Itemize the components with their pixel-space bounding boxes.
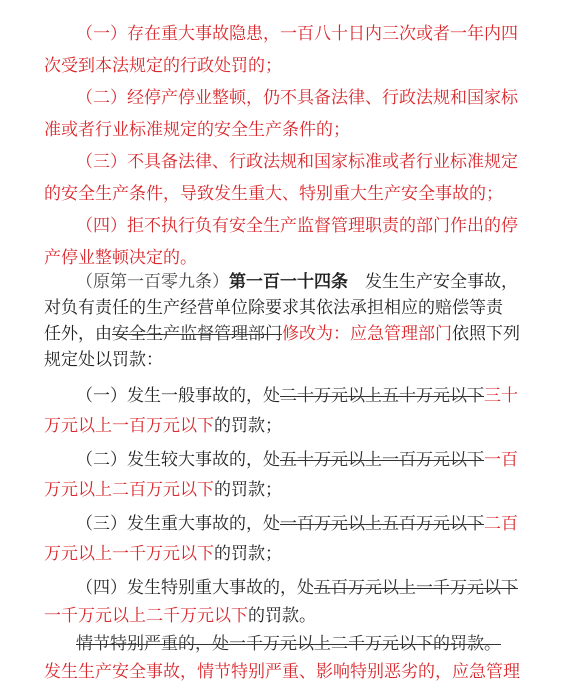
fine-2-line-1	[76, 448, 556, 472]
fine-2-new-start: 一百	[484, 450, 518, 470]
fine-1-tail: 的罚款；	[214, 416, 282, 436]
fine-4-new-amount: 一千万元以上二千万元以下	[44, 606, 248, 626]
fine-2-tail: 的罚款；	[214, 480, 282, 500]
fine-1-line-1	[76, 384, 556, 408]
fine-4-struck: 五百万元以上一千万元以下	[314, 578, 518, 598]
fine-4-line-1	[76, 576, 556, 600]
fine-3-line-1	[76, 512, 556, 536]
fine-2-lead: （二）发生较大事故的，处	[76, 450, 280, 470]
fine-3-lead: （三）发生重大事故的，处	[76, 514, 280, 534]
fine-2-line-2	[44, 478, 554, 502]
item-3-line-1: （三）不具备法律、行政法规和国家标准或者行业标准规定	[76, 152, 518, 172]
fine-1-line-2	[44, 414, 554, 438]
fine-1-new-start: 三十	[484, 386, 518, 406]
closing-struck-line	[76, 632, 556, 656]
article-line-4: 规定处以罚款：	[44, 350, 163, 370]
article-line-3	[44, 322, 554, 346]
item-4-line-1: （四）拒不执行负有安全生产监督管理职责的部门作出的停	[76, 216, 518, 236]
fine-3-tail: 的罚款；	[214, 544, 282, 564]
item-3-line-2: 的安全生产条件，导致发生重大、特别重大生产安全事故的；	[44, 184, 503, 204]
amendment-note: 修改为：应急管理部门	[282, 324, 452, 344]
article-text-start: 发生生产安全事故，	[348, 272, 518, 292]
closing-struck-text: 情节特别严重的，处一千万元以上二千万元以下的罚款。	[76, 634, 501, 654]
fine-3-new-amount: 万元以上一千万元以下	[44, 544, 214, 564]
fine-4-tail: 的罚款。	[248, 606, 316, 626]
fine-1-struck: 二十万元以上五十万元以下	[280, 386, 484, 406]
fine-1-new-amount: 万元以上一百万元以下	[44, 416, 214, 436]
article-first-line	[76, 270, 556, 294]
item-1-line-1: （一）存在重大事故隐患，一百八十日内三次或者一年内四	[76, 24, 518, 44]
fine-2-new-amount: 万元以上二百万元以下	[44, 480, 214, 500]
fine-4-line-2	[44, 604, 554, 628]
article-line-2: 对负有责任的生产经营单位除要求其依法承担相应的赔偿等责	[44, 298, 503, 318]
article-original-number: （原第一百零九条）	[76, 272, 229, 292]
article-title: 第一百一十四条	[229, 272, 348, 292]
fine-1-lead: （一）发生一般事故的，处	[76, 386, 280, 406]
item-2-line-2: 准或者行业标准规定的安全生产条件的；	[44, 120, 350, 140]
item-2-line-1: （二）经停产停业整顿，仍不具备法律、行政法规和国家标	[76, 88, 518, 108]
item-4-line-2: 产停业整顿决定的。	[44, 248, 197, 268]
fine-3-struck: 一百万元以上五百万元以下	[280, 514, 484, 534]
fine-3-new-start: 二百	[484, 514, 518, 534]
closing-red-line: 发生生产安全事故，情节特别严重、影响特别恶劣的，应急管理	[44, 662, 520, 682]
struck-department: 安全生产监督管理部门	[112, 324, 282, 344]
article-line-3-start: 任外，由	[44, 324, 112, 344]
fine-4-lead: （四）发生特别重大事故的，处	[76, 578, 314, 598]
article-line-3-end: 依照下列	[452, 324, 520, 344]
item-1-line-2: 次受到本法规定的行政处罚的；	[44, 56, 282, 76]
fine-2-struck: 五十万元以上一百万元以下	[280, 450, 484, 470]
fine-3-line-2	[44, 542, 554, 566]
